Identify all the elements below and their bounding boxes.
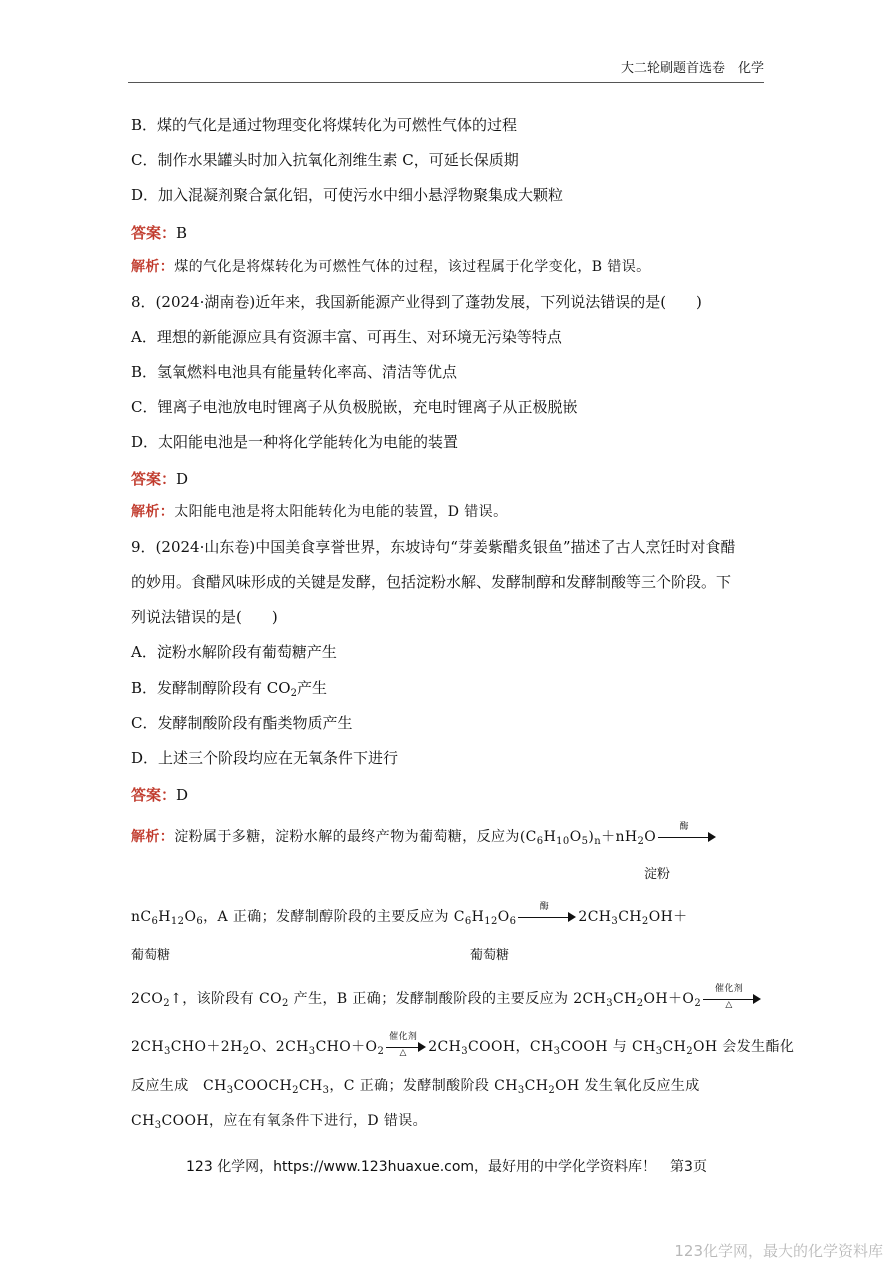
answer-label: 答案： bbox=[131, 470, 177, 488]
analysis-text: 太阳能电池是将太阳能转化为电能的装置，D 错误。 bbox=[174, 504, 508, 520]
q9-analysis-line4 bbox=[131, 1032, 795, 1063]
q9-analysis-line3 bbox=[131, 984, 763, 1015]
answer-label: 答案： bbox=[131, 786, 177, 804]
analysis-text-end: $2CH_3COOH$，$CH_3COOH$ 与 $CH_3CH_2OH$ 会发生酯化 bbox=[428, 1039, 795, 1057]
q9-analysis-line6 bbox=[131, 1110, 427, 1137]
q9-stem-line3: 列说法错误的是( ) bbox=[131, 608, 278, 626]
label-starch: 淀粉 bbox=[644, 867, 671, 882]
analysis-label: 解析： bbox=[131, 259, 175, 275]
answer-value: B bbox=[176, 224, 188, 242]
reaction-arrow bbox=[658, 822, 716, 844]
question-number: 9． bbox=[131, 538, 156, 556]
q9-analysis-line2 bbox=[131, 902, 688, 933]
condition-catalyst: 催化剂 bbox=[714, 984, 744, 994]
analysis-label: 解析： bbox=[131, 829, 175, 845]
question-source: (2024·山东卷) bbox=[155, 538, 256, 556]
label-glucose-2: 葡萄糖 bbox=[470, 948, 510, 963]
question-source: (2024·湖南卷) bbox=[155, 293, 256, 311]
q9-option-c: C．发酵制酸阶段有酯类物质产生 bbox=[131, 714, 353, 732]
analysis-label: 解析： bbox=[131, 504, 175, 520]
answer-value: D bbox=[176, 786, 189, 804]
answer-value: D bbox=[176, 470, 189, 488]
q8-option-d: D．太阳能电池是一种将化学能转化为电能的装置 bbox=[131, 433, 459, 451]
q8-answer bbox=[131, 468, 188, 490]
option-text: B．发酵制醇阶段有 CO bbox=[131, 679, 291, 697]
analysis-text: 反应生成 $CH_3COOCH_2CH_3$，C 正确；发酵制酸阶段 $CH_3CH_2OH$ 发生氧化反应生成 bbox=[131, 1078, 700, 1096]
q8-analysis bbox=[131, 501, 507, 523]
page-header: 大二轮刷题首选卷 化学 bbox=[128, 58, 764, 83]
q9-option-a: A．淀粉水解阶段有葡萄糖产生 bbox=[131, 643, 337, 661]
analysis-text: 煤的气化是将煤转化为可燃性气体的过程，该过程属于化学变化，B 错误。 bbox=[174, 259, 651, 275]
condition-enzyme: 酶 bbox=[539, 902, 550, 912]
reaction-arrow bbox=[703, 984, 761, 1010]
q9-analysis-line1 bbox=[131, 822, 718, 853]
question-number: 8． bbox=[131, 293, 156, 311]
q7-analysis bbox=[131, 256, 651, 278]
q9-option-d: D．上述三个阶段均应在无氧条件下进行 bbox=[131, 749, 399, 767]
condition-heat: △ bbox=[399, 1048, 407, 1058]
q7-option-d: D．加入混凝剂聚合氯化铝，可使污水中细小悬浮物聚集成大颗粒 bbox=[131, 186, 564, 204]
analysis-text: $2CH_3CHO+2H_2O$、$2CH_3CHO+O_2$ bbox=[131, 1039, 385, 1057]
answer-label: 答案： bbox=[131, 224, 177, 242]
q9-analysis-line5 bbox=[131, 1075, 700, 1102]
q9-option-b bbox=[131, 677, 327, 705]
page-footer: 123 化学网，https://www.123huaxue.com，最好用的中学化学资料库！ 第3页 bbox=[186, 1159, 707, 1175]
q8-stem bbox=[131, 291, 702, 313]
option-text-end: 产生 bbox=[296, 679, 327, 697]
q7-option-c: C．制作水果罐头时加入抗氧化剂维生素 C，可延长保质期 bbox=[131, 151, 519, 169]
reaction-formula: $(C_6H_{10}O_5)_n+nH_2O$ bbox=[519, 829, 657, 847]
condition-enzyme: 酶 bbox=[679, 822, 689, 832]
reaction-arrow bbox=[518, 902, 576, 924]
analysis-text: $CH_3COOH$，应在有氧条件下进行，D 错误。 bbox=[131, 1113, 428, 1131]
q8-option-a: A．理想的新能源应具有资源丰富、可再生、对环境无污染等特点 bbox=[131, 328, 562, 346]
q9-stem-line1 bbox=[131, 536, 736, 558]
q8-option-b: B．氢氧燃料电池具有能量转化率高、清洁等优点 bbox=[131, 363, 458, 381]
question-text: 近年来，我国新能源产业得到了蓬勃发展，下列说法错误的是( ) bbox=[255, 293, 702, 311]
condition-heat: △ bbox=[725, 1000, 733, 1010]
analysis-text: $2CO_2↑$，该阶段有 $CO_2$ 产生，B 正确；发酵制酸阶段的主要反应为 $2CH_3CH_2OH+O_2$ bbox=[131, 991, 702, 1009]
label-glucose-1: 葡萄糖 bbox=[131, 948, 171, 963]
q8-option-c: C．锂离子电池放电时锂离子从负极脱嵌，充电时锂离子从正极脱嵌 bbox=[131, 398, 578, 416]
analysis-text-end: $2CH_3CH_2OH+$ bbox=[578, 909, 688, 927]
question-text: 中国美食享誉世界，东坡诗句“芽姜紫醋炙银鱼”描述了古人烹饪时对食醋 bbox=[255, 538, 736, 556]
q9-answer bbox=[131, 784, 188, 806]
q9-stem-line2: 的妙用。食醋风味形成的关键是发酵，包括淀粉水解、发酵制醇和发酵制酸等三个阶段。下 bbox=[131, 573, 732, 591]
condition-catalyst: 催化剂 bbox=[389, 1032, 418, 1042]
reaction-arrow bbox=[386, 1032, 426, 1058]
watermark: 123化学网，最大的化学资料库 bbox=[674, 1242, 883, 1260]
subscript: 2 bbox=[290, 688, 297, 699]
analysis-text: $nC_6H_{12}O_6$，A 正确；发酵制醇阶段的主要反应为 $C_6H_{12}O_6$ bbox=[131, 909, 517, 927]
q7-option-b: B．煤的气化是通过物理变化将煤转化为可燃性气体的过程 bbox=[131, 116, 518, 134]
analysis-text: 淀粉属于多糖，淀粉水解的最终产物为葡萄糖，反应为 bbox=[174, 829, 520, 845]
q7-answer bbox=[131, 222, 187, 244]
